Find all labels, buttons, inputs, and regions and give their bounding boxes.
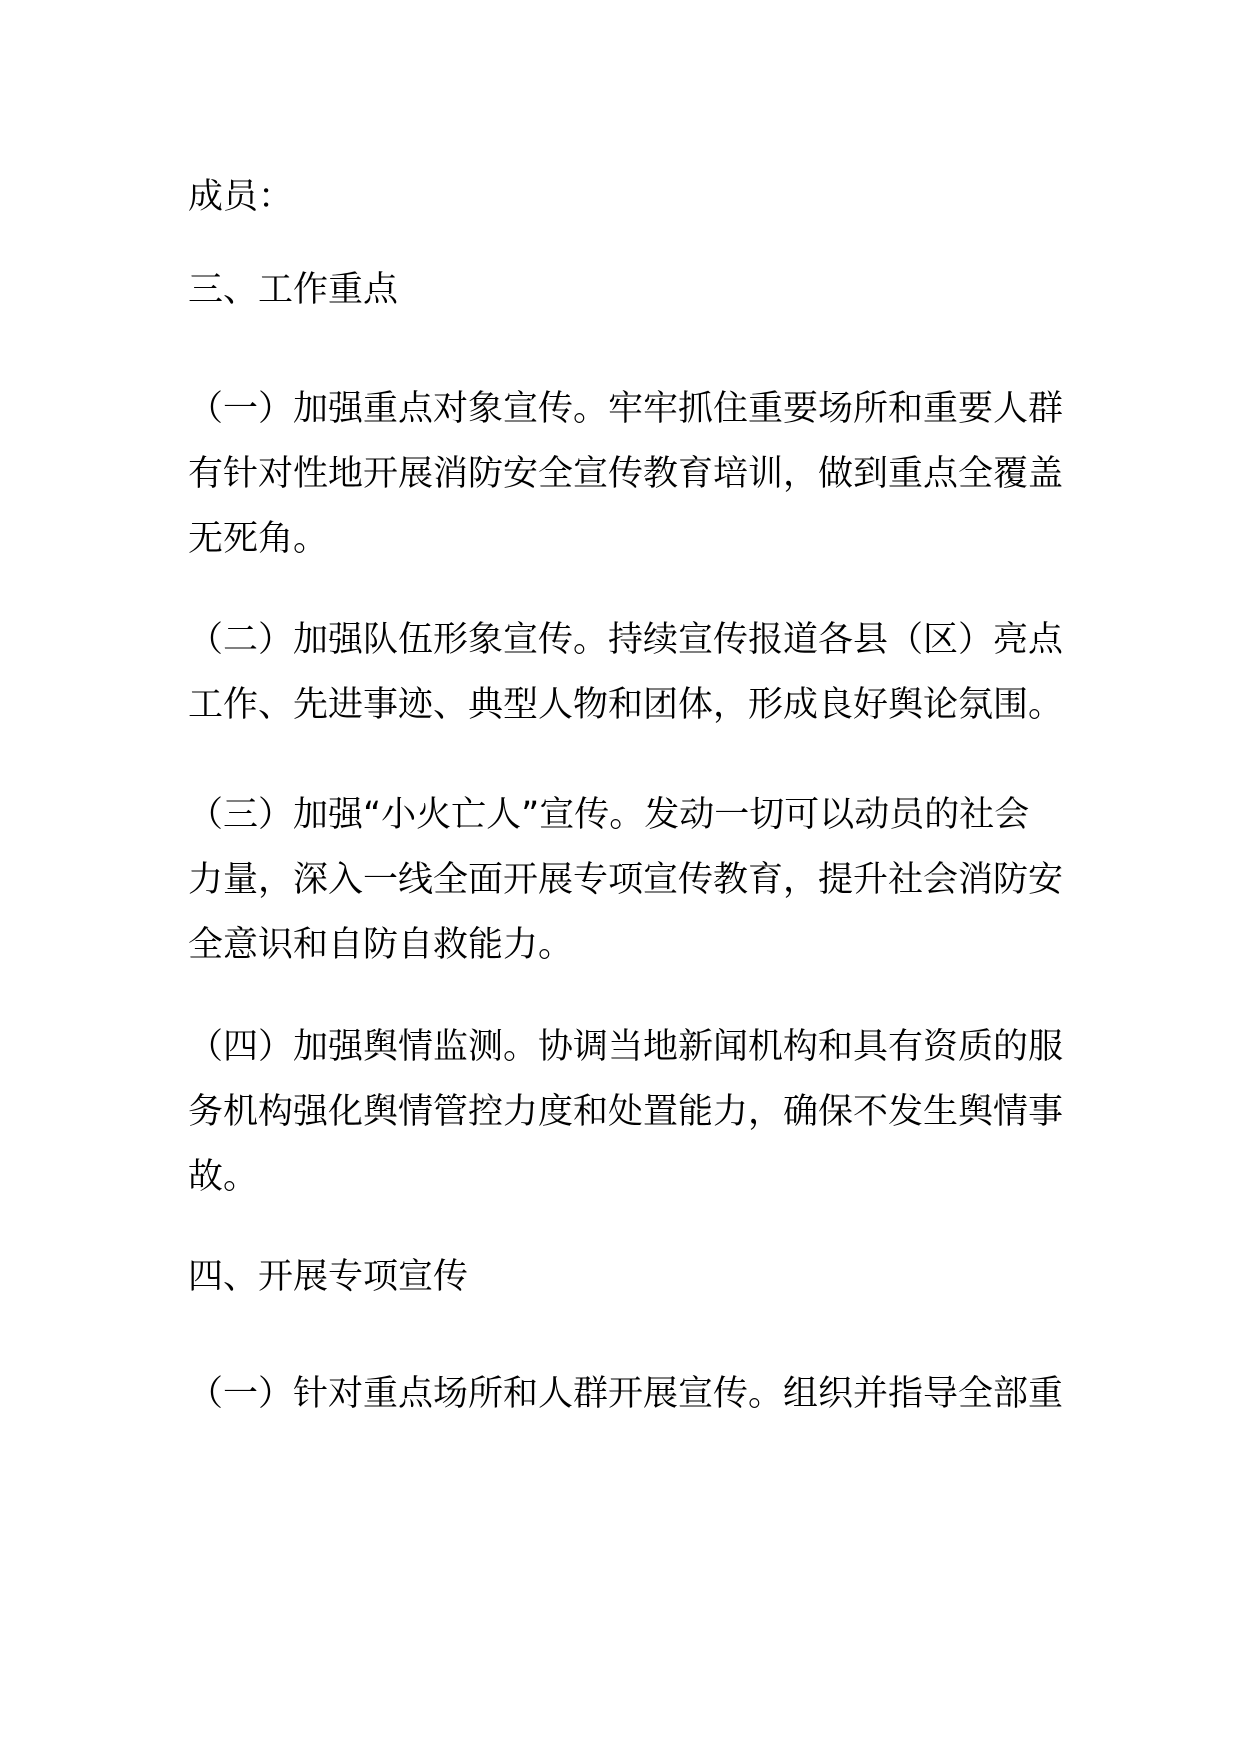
- text-line: 务机构强化舆情管控力度和处置能力，确保不发生舆情事: [188, 1092, 1064, 1132]
- text-line: 有针对性地开展消防安全宣传教育培训，做到重点全覆盖: [188, 454, 1064, 494]
- heading-text: 四、开展专项宣传: [188, 1257, 469, 1297]
- section-3-heading: [188, 258, 1068, 323]
- text-line: （一）加强重点对象宣传。牢牢抓住重要场所和重要人群: [188, 389, 1064, 429]
- text-line: （三）加强“小火亡人”宣传。发动一切可以动员的社会: [188, 795, 1030, 835]
- text-line: （一）针对重点场所和人群开展宣传。组织并指导全部重: [188, 1374, 1064, 1414]
- section-4-item-1: [188, 1362, 1068, 1427]
- heading-text: 三、工作重点: [188, 270, 399, 310]
- section-3-item-1: [188, 377, 1068, 572]
- text-line: 无死角。: [188, 519, 329, 559]
- text-line: （四）加强舆情监测。协调当地新闻机构和具有资质的服: [188, 1027, 1064, 1067]
- text-line: 工作、先进事迹、典型人物和团体，形成良好舆论氛围。: [188, 685, 1064, 725]
- section-4-heading: [188, 1245, 1068, 1310]
- text-line: 力量，深入一线全面开展专项宣传教育，提升社会消防安: [188, 860, 1064, 900]
- section-3-item-4: [188, 1015, 1068, 1210]
- section-3-item-2: [188, 608, 1068, 738]
- members-label: [188, 165, 1068, 230]
- text-line: 全意识和自防自救能力。: [188, 925, 574, 965]
- text-line: （二）加强队伍形象宣传。持续宣传报道各县（区）亮点: [188, 620, 1064, 660]
- text-line: 成员：: [188, 177, 294, 217]
- section-3-item-3: [188, 783, 1068, 978]
- text-line: 故。: [188, 1157, 259, 1197]
